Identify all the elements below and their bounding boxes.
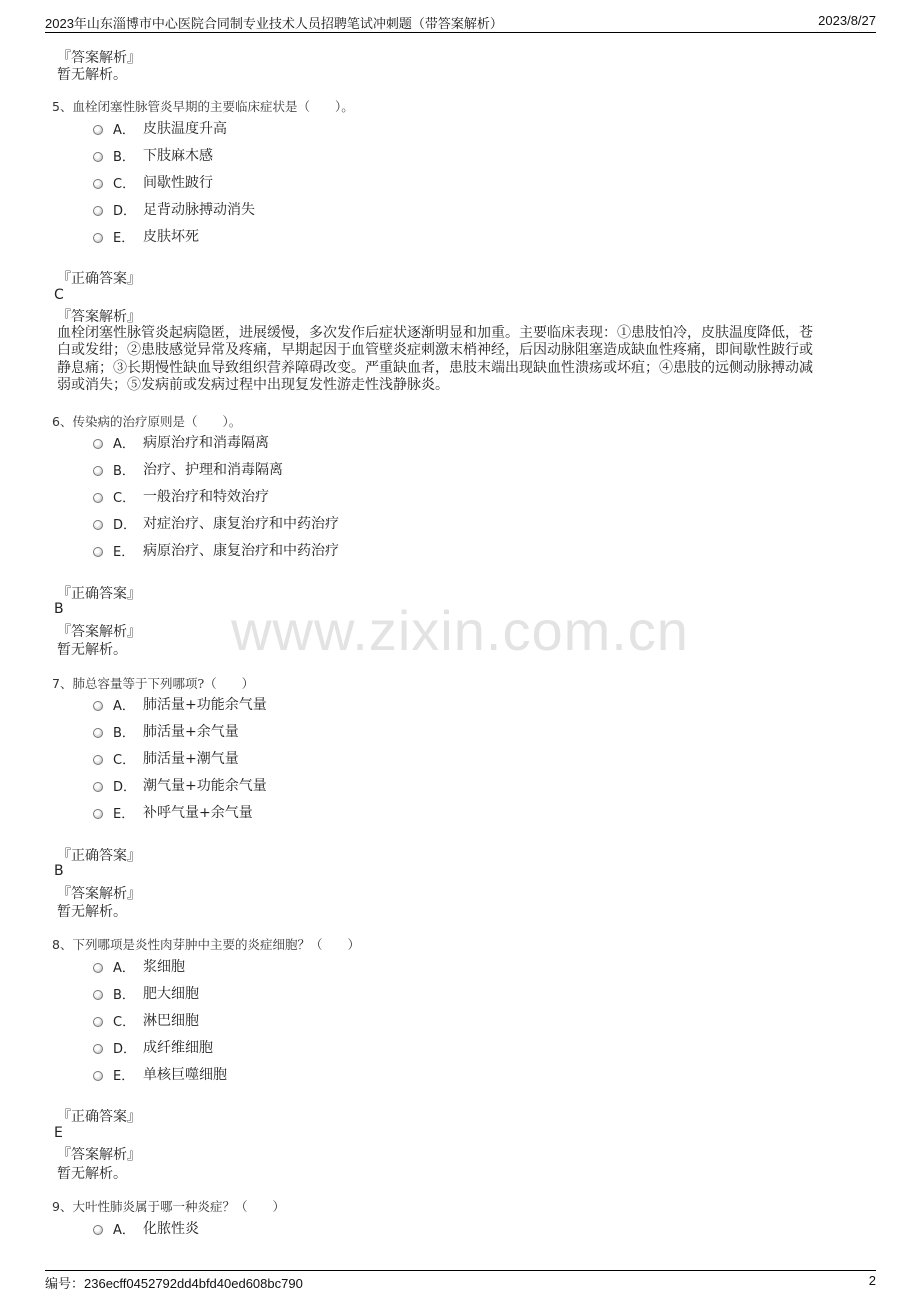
question-text: 传染病的治疗原则是（ ）。 [72,414,242,429]
radio-button-icon[interactable] [93,701,103,711]
option-8e[interactable] [93,1064,227,1084]
option-6c[interactable] [93,486,269,506]
page-footer [45,1270,876,1291]
option-letter: B． [113,987,135,1003]
option-letter: E． [113,806,135,822]
option-text: 病原治疗和消毒隔离 [143,435,269,451]
radio-button-icon[interactable] [93,1225,103,1235]
page-header [45,11,876,33]
correct-answer-label: 『正确答案』 [57,1109,141,1125]
option-text: 肺活量+功能余气量 [143,697,267,713]
radio-button-icon[interactable] [93,782,103,792]
question-text: 下列哪项是炎性肉芽肿中主要的炎症细胞？（ ） [72,937,360,952]
analysis-label: 『答案解析』 [57,886,141,902]
option-letter: D． [113,203,137,219]
option-letter: A． [113,122,135,138]
radio-button-icon[interactable] [93,728,103,738]
option-text: 间歇性跛行 [143,175,213,191]
radio-button-icon[interactable] [93,179,103,189]
option-letter: A． [113,436,135,452]
analysis-text: 暂无解析。 [57,1166,127,1182]
page-number: 2 [868,1273,876,1288]
option-text: 成纤维细胞 [143,1040,213,1056]
question-number: 7、 [52,676,73,691]
analysis-label: 『答案解析』 [57,50,141,66]
radio-button-icon[interactable] [93,755,103,765]
option-7a[interactable] [93,694,267,714]
option-5a[interactable] [93,118,227,138]
radio-button-icon[interactable] [93,1071,103,1081]
radio-button-icon[interactable] [93,466,103,476]
radio-button-icon[interactable] [93,963,103,973]
option-5d[interactable] [93,199,255,219]
question-text: 血栓闭塞性脉管炎早期的主要临床症状是（ ）。 [72,99,354,114]
option-5b[interactable] [93,145,213,165]
correct-answer-label: 『正确答案』 [57,271,141,287]
radio-button-icon[interactable] [93,439,103,449]
option-text: 治疗、护理和消毒隔离 [143,462,283,478]
option-text: 对症治疗、康复治疗和中药治疗 [143,516,339,532]
document-code: 编号：236ecff0452792dd4bfd40ed608bc790 [45,1276,303,1291]
header-date: 2023/8/27 [818,13,876,28]
option-text: 补呼气量+余气量 [143,805,253,821]
option-letter: C． [113,752,136,768]
question-text: 肺总容量等于下列哪项?（ ） [72,676,255,691]
radio-button-icon[interactable] [93,520,103,530]
option-text: 皮肤温度升高 [143,121,227,137]
analysis-label: 『答案解析』 [57,1147,141,1163]
question-7 [52,674,254,692]
analysis-text: 暂无解析。 [57,642,127,658]
question-text: 大叶性肺炎属于哪一种炎症？（ ） [72,1199,285,1214]
analysis-text: 暂无解析。 [57,904,127,920]
question-number: 5、 [52,99,73,114]
option-8c[interactable] [93,1010,199,1030]
option-text: 化脓性炎 [143,1221,199,1237]
radio-button-icon[interactable] [93,990,103,1000]
correct-answer: C [54,287,64,303]
question-6 [52,412,241,430]
correct-answer: B [54,601,64,617]
option-text: 病原治疗、康复治疗和中药治疗 [143,543,339,559]
option-letter: E． [113,1068,135,1084]
option-letter: C． [113,176,136,192]
option-letter: E． [113,230,135,246]
analysis-line: 弱或消失；⑤发病前或发病过程中出现复发性游走性浅静脉炎。 [57,376,449,393]
option-6d[interactable] [93,513,339,533]
question-number: 8、 [52,937,73,952]
option-letter: A． [113,960,135,976]
document-title: 2023年山东淄博市中心医院合同制专业技术人员招聘笔试冲刺题（带答案解析） [45,16,503,31]
option-5e[interactable] [93,226,199,246]
radio-button-icon[interactable] [93,493,103,503]
option-letter: D． [113,1041,137,1057]
radio-button-icon[interactable] [93,206,103,216]
option-letter: A． [113,698,135,714]
radio-button-icon[interactable] [93,152,103,162]
correct-answer-label: 『正确答案』 [57,586,141,602]
option-text: 淋巴细胞 [143,1013,199,1029]
option-8a[interactable] [93,956,185,976]
option-7e[interactable] [93,802,253,822]
option-text: 单核巨噬细胞 [143,1067,227,1083]
option-8d[interactable] [93,1037,213,1057]
radio-button-icon[interactable] [93,1017,103,1027]
option-6e[interactable] [93,540,339,560]
option-letter: C． [113,1014,136,1030]
question-5 [52,97,354,115]
option-text: 浆细胞 [143,959,185,975]
option-text: 肺活量+潮气量 [143,751,239,767]
option-8b[interactable] [93,983,199,1003]
radio-button-icon[interactable] [93,233,103,243]
radio-button-icon[interactable] [93,1044,103,1054]
radio-button-icon[interactable] [93,809,103,819]
option-7d[interactable] [93,775,267,795]
option-7c[interactable] [93,748,239,768]
analysis-text: 暂无解析。 [57,67,127,83]
analysis-label: 『答案解析』 [57,624,141,640]
option-letter: D． [113,779,137,795]
watermark: www.zixin.com.cn [231,599,689,662]
analysis-line: 静息痛；③长期慢性缺血导致组织营养障碍改变。严重缺血者，患肢末端出现缺血性溃疡或坏疽；④患肢的远侧动脉搏动减 [57,359,813,376]
option-text: 肥大细胞 [143,986,199,1002]
correct-answer: E [54,1125,63,1141]
question-9 [52,1197,285,1215]
radio-button-icon[interactable] [93,547,103,557]
option-7b[interactable] [93,721,239,741]
question-number: 6、 [52,414,73,429]
correct-answer: B [54,863,64,879]
analysis-line: 血栓闭塞性脉管炎起病隐匿，进展缓慢，多次发作后症状逐渐明显和加重。主要临床表现：①患肢怕冷，皮肤温度降低，苍 [57,325,813,341]
option-letter: B． [113,463,135,479]
option-text: 肺活量+余气量 [143,724,239,740]
question-number: 9、 [52,1199,73,1214]
option-text: 皮肤坏死 [143,229,199,245]
analysis-paragraph [57,325,857,394]
option-9a[interactable] [93,1218,199,1238]
option-text: 下肢麻木感 [143,148,213,164]
option-6b[interactable] [93,459,283,479]
option-letter: B． [113,149,135,165]
option-6a[interactable] [93,432,269,452]
option-text: 足背动脉搏动消失 [143,202,255,218]
option-letter: D． [113,517,137,533]
radio-button-icon[interactable] [93,125,103,135]
question-8 [52,935,360,953]
option-text: 一般治疗和特效治疗 [143,489,269,505]
option-letter: A． [113,1222,135,1238]
option-letter: B． [113,725,135,741]
analysis-label: 『答案解析』 [57,309,141,325]
option-letter: C． [113,490,136,506]
option-5c[interactable] [93,172,213,192]
option-text: 潮气量+功能余气量 [143,778,267,794]
analysis-line: 白或发绀；②患肢感觉异常及疼痛，早期起因于血管壁炎症刺激末梢神经，后因动脉阻塞造成缺血性疼痛，即间歇性跛行或 [57,342,813,359]
option-letter: E． [113,544,135,560]
correct-answer-label: 『正确答案』 [57,848,141,864]
